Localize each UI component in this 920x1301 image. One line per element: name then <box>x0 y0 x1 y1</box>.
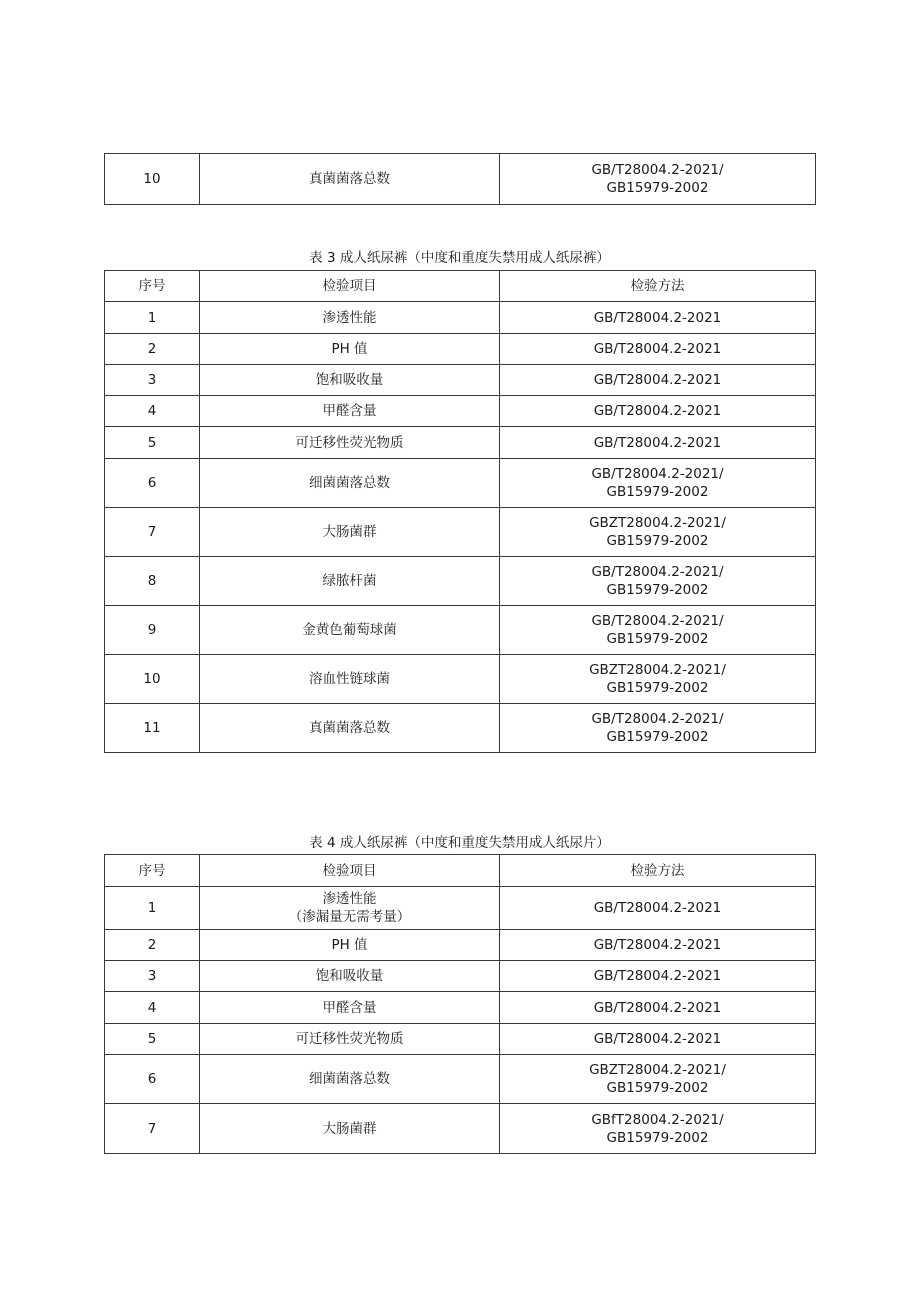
table-row <box>105 459 816 508</box>
table3 <box>104 270 816 753</box>
table4-caption: 表 4 成人纸尿裤（中度和重度失禁用成人纸尿片） <box>309 835 610 851</box>
test-method: GB/T28004.2-2021 <box>500 427 816 459</box>
table-row <box>105 887 816 930</box>
row-number: 10 <box>105 655 200 704</box>
test-item: 大肠菌群 <box>200 1104 500 1154</box>
table-row <box>105 396 816 427</box>
test-item: 可迁移性荧光物质 <box>200 427 500 459</box>
row-number: 4 <box>105 396 200 427</box>
test-item: 渗透性能 <box>200 302 500 334</box>
test-item: PH 值 <box>200 334 500 365</box>
row-number: 10 <box>105 154 200 205</box>
table-row <box>105 704 816 753</box>
test-item: 饱和吸收量 <box>200 365 500 396</box>
test-item: 绿脓杆菌 <box>200 557 500 606</box>
header-method: 检验方法 <box>500 271 816 302</box>
row-number: 7 <box>105 508 200 557</box>
test-method: GB/T28004.2-2021 <box>500 334 816 365</box>
row-number: 6 <box>105 459 200 508</box>
table-prev-continuation <box>104 153 816 205</box>
test-item: 细菌菌落总数 <box>200 1055 500 1104</box>
table-row <box>105 302 816 334</box>
test-method: GBZT28004.2-2021/ GB15979-2002 <box>500 655 816 704</box>
test-method: GB/T28004.2-2021 <box>500 961 816 992</box>
row-number: 3 <box>105 961 200 992</box>
row-number: 1 <box>105 302 200 334</box>
table-row <box>105 1024 816 1055</box>
row-number: 3 <box>105 365 200 396</box>
table-row <box>105 606 816 655</box>
test-item: 可迁移性荧光物质 <box>200 1024 500 1055</box>
table-row <box>105 930 816 961</box>
test-method: GB/T28004.2-2021/ GB15979-2002 <box>500 154 816 205</box>
row-number: 9 <box>105 606 200 655</box>
row-number: 6 <box>105 1055 200 1104</box>
test-method: GB/T28004.2-2021 <box>500 365 816 396</box>
table-row <box>105 427 816 459</box>
row-number: 4 <box>105 992 200 1024</box>
test-item: PH 值 <box>200 930 500 961</box>
table4 <box>104 854 816 1154</box>
test-method: GB/T28004.2-2021 <box>500 302 816 334</box>
table-row <box>105 334 816 365</box>
test-item: 真菌菌落总数 <box>200 154 500 205</box>
table-row <box>105 365 816 396</box>
test-method: GB/T28004.2-2021 <box>500 887 816 930</box>
test-method: GB/T28004.2-2021 <box>500 1024 816 1055</box>
row-number: 2 <box>105 334 200 365</box>
table-header-row <box>105 855 816 887</box>
test-method: GB/T28004.2-2021/ GB15979-2002 <box>500 459 816 508</box>
test-item-note: （渗漏量无需考量） <box>288 909 411 925</box>
table-header-row <box>105 271 816 302</box>
row-number: 2 <box>105 930 200 961</box>
test-method: GB/T28004.2-2021 <box>500 396 816 427</box>
test-method: GB/T28004.2-2021/ GB15979-2002 <box>500 704 816 753</box>
header-item: 检验项目 <box>200 271 500 302</box>
table3-caption: 表 3 成人纸尿裤（中度和重度失禁用成人纸尿裤） <box>309 250 610 266</box>
table-row <box>105 154 816 205</box>
test-item: 甲醛含量 <box>200 992 500 1024</box>
test-method: GBfT28004.2-2021/ GB15979-2002 <box>500 1104 816 1154</box>
table-row <box>105 1104 816 1154</box>
test-item: 大肠菌群 <box>200 508 500 557</box>
test-method: GB/T28004.2-2021 <box>500 930 816 961</box>
row-number: 7 <box>105 1104 200 1154</box>
row-number: 5 <box>105 1024 200 1055</box>
table-row <box>105 655 816 704</box>
header-no: 序号 <box>105 855 200 887</box>
header-no: 序号 <box>105 271 200 302</box>
row-number: 8 <box>105 557 200 606</box>
test-method: GBZT28004.2-2021/ GB15979-2002 <box>500 1055 816 1104</box>
test-item: 饱和吸收量 <box>200 961 500 992</box>
header-item: 检验项目 <box>200 855 500 887</box>
test-method: GB/T28004.2-2021/ GB15979-2002 <box>500 557 816 606</box>
test-method: GBZT28004.2-2021/ GB15979-2002 <box>500 508 816 557</box>
table-row <box>105 1055 816 1104</box>
test-method: GB/T28004.2-2021/ GB15979-2002 <box>500 606 816 655</box>
table-row <box>105 992 816 1024</box>
row-number: 11 <box>105 704 200 753</box>
row-number: 5 <box>105 427 200 459</box>
table-row <box>105 961 816 992</box>
test-item: 真菌菌落总数 <box>200 704 500 753</box>
test-item: 溶血性链球菌 <box>200 655 500 704</box>
test-item: 渗透性能 （渗漏量无需考量） <box>200 887 500 930</box>
row-number: 1 <box>105 887 200 930</box>
test-method: GB/T28004.2-2021 <box>500 992 816 1024</box>
table-row <box>105 508 816 557</box>
header-method: 检验方法 <box>500 855 816 887</box>
table-row <box>105 557 816 606</box>
test-item: 细菌菌落总数 <box>200 459 500 508</box>
test-item: 金黄色葡萄球菌 <box>200 606 500 655</box>
test-item: 甲醛含量 <box>200 396 500 427</box>
